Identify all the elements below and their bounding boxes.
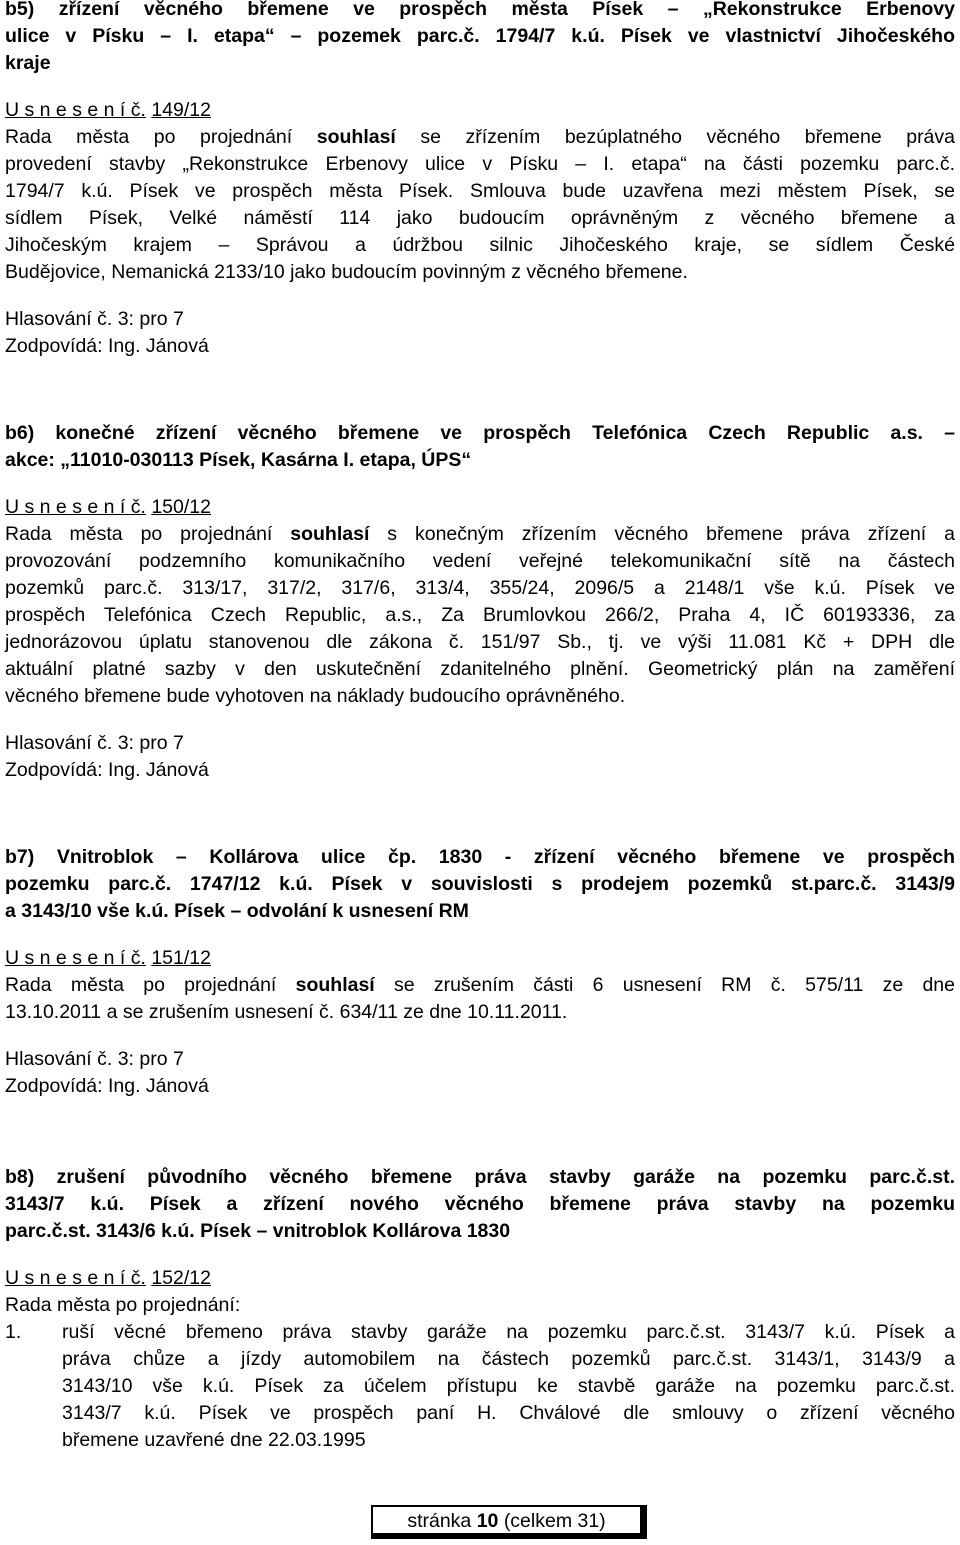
resolution-text: sídlem Písek, Velké náměstí 114 jako budoucím oprávněným z věcného břemene a bbox=[5, 207, 955, 229]
list-item-text: 3143/10 vše k.ú. Písek za účelem přístupu ke stavbě garáže na pozemku parc.č.st. bbox=[62, 1375, 955, 1397]
section-heading: b8) zrušení původního věcného břemene práva stavby garáže na pozemku parc.č.st. bbox=[5, 1166, 955, 1188]
resolution-text: provozování podzemního komunikačního vedení veřejné telekomunikační sítě na částech bbox=[5, 550, 955, 572]
section-heading: b6) konečné zřízení věcného břemene ve prospěch Telefónica Czech Republic a.s. – bbox=[5, 422, 955, 444]
section-b7 bbox=[5, 844, 955, 1100]
resolution-title: U s n e s e n í č. 152/12 bbox=[5, 1267, 211, 1289]
list-item-text: 3143/7 k.ú. Písek ve prospěch paní H. Chválové dle smlouvy o zřízení věcného bbox=[62, 1402, 955, 1424]
resolution-text: provedení stavby „Rekonstrukce Erbenovy ulice v Písku – I. etapa“ na části pozemku parc.č. bbox=[5, 153, 955, 175]
section-b8 bbox=[5, 1164, 955, 1454]
resolution-text: aktuální platné sazby v den uskutečnění zdanitelného plnění. Geometrický plán na zaměření bbox=[5, 658, 955, 680]
resolution-text: Jihočeským krajem – Správou a údržbou silnic Jihočeského kraje, se sídlem České bbox=[5, 234, 955, 256]
resolution-text: 13.10.2011 a se zrušením usnesení č. 634/11 ze dne 10.11.2011. bbox=[5, 1001, 568, 1023]
section-b5 bbox=[5, 0, 955, 360]
responsible-person: Zodpovídá: Ing. Jánová bbox=[5, 759, 209, 781]
section-heading: 3143/7 k.ú. Písek a zřízení nového věcného břemene práva stavby na pozemku bbox=[5, 1193, 955, 1215]
section-heading: pozemku parc.č. 1747/12 k.ú. Písek v souvislosti s prodejem pozemků st.parc.č. 3143/9 bbox=[5, 873, 955, 895]
section-heading: ulice v Písku – I. etapa“ – pozemek parc.č. 1794/7 k.ú. Písek ve vlastnictví Jihočeského bbox=[5, 25, 955, 47]
list-item bbox=[5, 1319, 955, 1454]
section-heading: a 3143/10 vše k.ú. Písek – odvolání k usnesení RM bbox=[5, 900, 469, 922]
resolution-intro: Rada města po projednání: bbox=[5, 1294, 241, 1316]
resolution-text: Budějovice, Nemanická 2133/10 jako budoucím povinným z věcného břemene. bbox=[5, 261, 688, 283]
section-b6 bbox=[5, 420, 955, 784]
section-heading: kraje bbox=[5, 52, 51, 74]
resolution-text: 1794/7 k.ú. Písek ve prospěch města Písek. Smlouva bude uzavřena mezi městem Písek, se bbox=[5, 180, 955, 202]
resolution-text: pozemků parc.č. 313/17, 317/2, 317/6, 313/4, 355/24, 2096/5 a 2148/1 vše k.ú. Písek ve bbox=[5, 577, 955, 599]
vote-result: Hlasování č. 3: pro 7 bbox=[5, 732, 184, 754]
responsible-person: Zodpovídá: Ing. Jánová bbox=[5, 335, 209, 357]
list-item-text: práva chůze a jízdy automobilem na částech pozemků parc.č.st. 3143/1, 3143/9 a bbox=[62, 1348, 955, 1370]
responsible-person: Zodpovídá: Ing. Jánová bbox=[5, 1075, 209, 1097]
section-heading: b5) zřízení věcného břemene ve prospěch města Písek – „Rekonstrukce Erbenovy bbox=[5, 0, 955, 20]
resolution-text: Rada města po projednání souhlasí se zřízením bezúplatného věcného břemene práva bbox=[5, 126, 955, 148]
resolution-text: věcného břemene bude vyhotoven na náklady budoucího oprávněného. bbox=[5, 685, 626, 707]
resolution-text: prospěch Telefónica Czech Republic, a.s., Za Brumlovkou 266/2, Praha 4, IČ 60193336, za bbox=[5, 604, 955, 626]
list-item-text: břemene uzavřené dne 22.03.1995 bbox=[62, 1429, 366, 1451]
section-heading: b7) Vnitroblok – Kollárova ulice čp. 1830 - zřízení věcného břemene ve prospěch bbox=[5, 846, 955, 868]
vote-result: Hlasování č. 3: pro 7 bbox=[5, 1048, 184, 1070]
resolution-title: U s n e s e n í č. 149/12 bbox=[5, 99, 211, 121]
page-number-footer: stránka 10 (celkem 31) bbox=[371, 1505, 647, 1539]
resolution-text: Rada města po projednání souhlasí s konečným zřízením věcného břemene práva zřízení a bbox=[5, 523, 955, 545]
resolution-text: jednorázovou úplatu stanovenou dle zákona č. 151/97 Sb., tj. ve výši 11.081 Kč + DPH dle bbox=[5, 631, 955, 653]
resolution-text: Rada města po projednání souhlasí se zrušením části 6 usnesení RM č. 575/11 ze dne bbox=[5, 974, 955, 996]
section-heading: akce: „11010-030113 Písek, Kasárna I. etapa, ÚPS“ bbox=[5, 449, 472, 471]
list-item-number: 1. bbox=[5, 1321, 22, 1343]
resolution-title: U s n e s e n í č. 150/12 bbox=[5, 496, 211, 518]
resolution-title: U s n e s e n í č. 151/12 bbox=[5, 947, 211, 969]
list-item-text: ruší věcné břemeno práva stavby garáže na pozemku parc.č.st. 3143/7 k.ú. Písek a bbox=[62, 1321, 955, 1343]
vote-result: Hlasování č. 3: pro 7 bbox=[5, 308, 184, 330]
section-heading: parc.č.st. 3143/6 k.ú. Písek – vnitroblok Kollárova 1830 bbox=[5, 1220, 511, 1242]
